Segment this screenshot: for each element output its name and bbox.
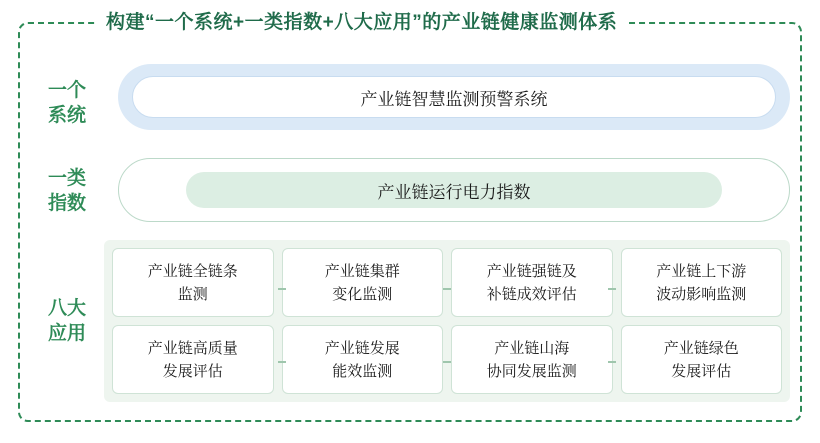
connector-dash — [608, 288, 616, 290]
page-title: 构建“一个系统+一类指数+八大应用”的产业链健康监测体系 — [106, 12, 618, 33]
application-card-text — [487, 337, 577, 383]
connector-dash — [278, 361, 286, 363]
application-card-line2: 补链成效评估 — [486, 285, 577, 303]
application-card-text — [148, 260, 238, 306]
application-card[interactable] — [282, 248, 444, 317]
row-label-index-line1: 一类 — [47, 168, 86, 189]
row-label-system — [34, 78, 100, 128]
application-card[interactable] — [451, 325, 613, 394]
application-card-line2: 监测 — [177, 285, 208, 303]
row-label-applications-line1: 八大 — [47, 298, 86, 319]
system-label: 产业链智慧监测预警系统 — [360, 89, 548, 109]
application-card-line1: 产业链发展 — [324, 339, 400, 357]
application-card-text — [656, 260, 746, 306]
application-card-text — [325, 260, 400, 306]
application-card[interactable] — [621, 325, 783, 394]
application-card-line2: 发展评估 — [671, 362, 732, 380]
row-label-system-line1: 一个 — [47, 80, 86, 101]
application-card-line2: 协同发展监测 — [486, 362, 577, 380]
application-card-line2: 波动影响监测 — [656, 285, 747, 303]
application-card-line1: 产业链上下游 — [656, 262, 747, 280]
diagram-title-wrap — [96, 10, 627, 36]
application-card-text — [325, 337, 400, 383]
application-card[interactable] — [112, 248, 274, 317]
connector-dash — [278, 288, 286, 290]
row-label-index — [34, 166, 100, 216]
row-label-system-line2: 系统 — [47, 105, 86, 126]
row-label-applications — [34, 296, 100, 346]
connector-dash — [608, 361, 616, 363]
application-card-text — [487, 260, 577, 306]
application-card-line1: 产业链全链条 — [147, 262, 238, 280]
application-card[interactable] — [282, 325, 444, 394]
application-card-line1: 产业链山海 — [494, 339, 570, 357]
application-card-line1: 产业链集群 — [324, 262, 400, 280]
application-card-line2: 能效监测 — [332, 362, 393, 380]
connector-dash — [443, 288, 451, 290]
index-label: 产业链运行电力指数 — [377, 182, 531, 202]
index-capsule[interactable] — [186, 172, 722, 208]
application-card-line1: 产业链强链及 — [486, 262, 577, 280]
application-card-line1: 产业链绿色 — [663, 339, 739, 357]
application-card[interactable] — [112, 325, 274, 394]
application-card-text — [664, 337, 739, 383]
application-card[interactable] — [451, 248, 613, 317]
applications-grid — [112, 248, 782, 394]
application-card-line2: 变化监测 — [332, 285, 393, 303]
row-label-index-line2: 指数 — [47, 193, 86, 214]
row-label-applications-line2: 应用 — [47, 323, 86, 344]
application-card[interactable] — [621, 248, 783, 317]
application-card-line2: 发展评估 — [162, 362, 223, 380]
application-card-text — [148, 337, 238, 383]
system-capsule[interactable] — [132, 76, 776, 118]
application-card-line1: 产业链高质量 — [147, 339, 238, 357]
connector-dash — [443, 361, 451, 363]
